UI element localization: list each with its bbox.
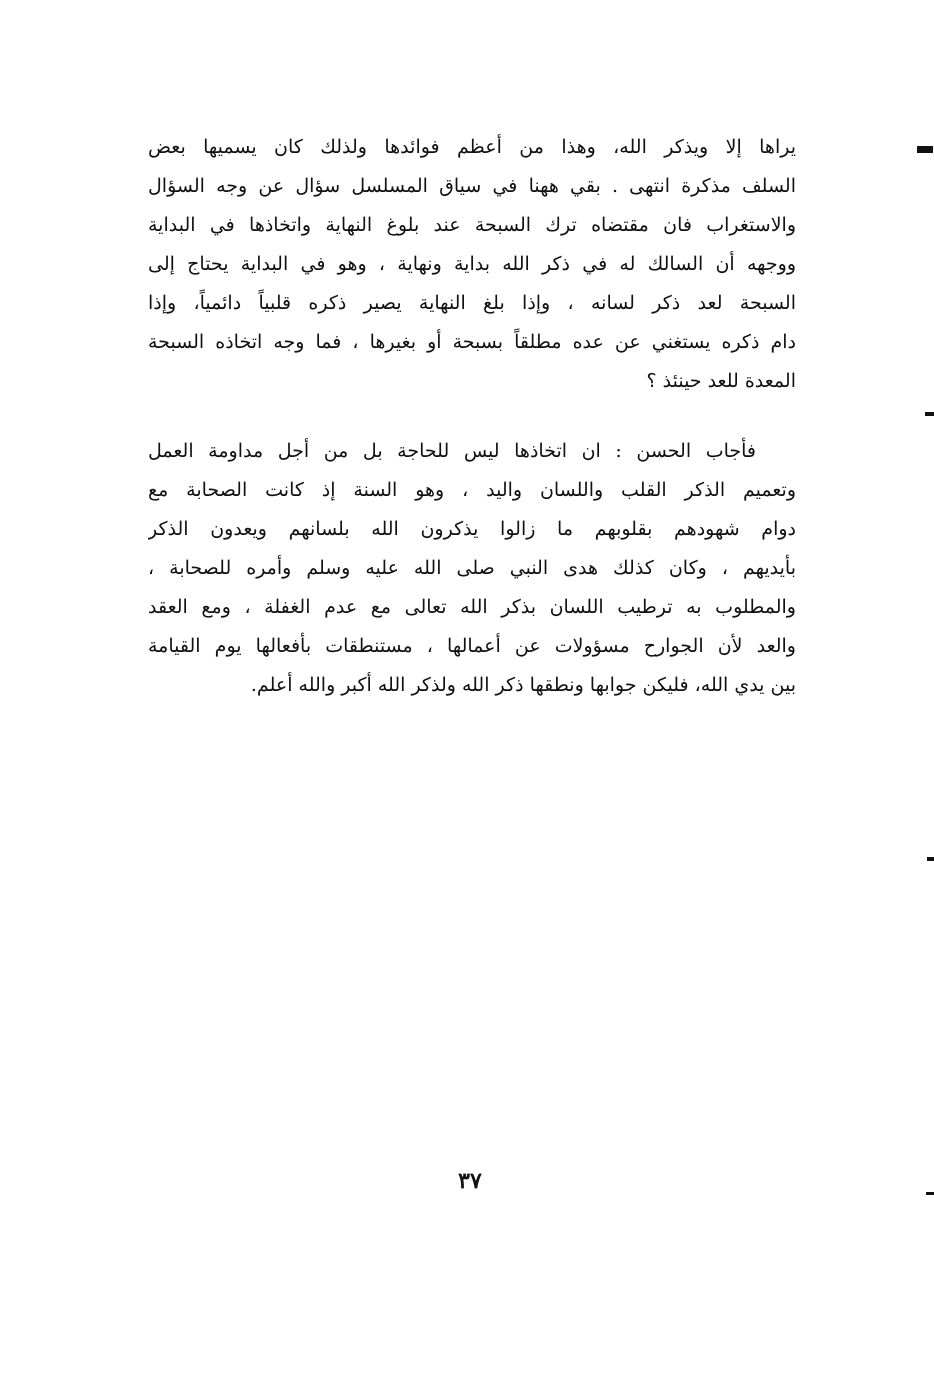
text-line: السلف مذكرة انتهى . بقي ههنا في سياق المسلسل سؤال عن وجه السؤال (148, 175, 796, 197)
page-number: ٣٧ (458, 1168, 482, 1194)
text-line: دوام شهودهم بقلوبهم ما زالوا يذكرون الله بلسانهم ويعدون الذكر (148, 518, 796, 540)
text-line: دام ذكره يستغني عن عده مطلقاً بسبحة أو بغيرها ، فما وجه اتخاذه السبحة (148, 331, 796, 353)
margin-mark (926, 1192, 934, 1195)
paragraph-question (148, 128, 796, 401)
text-line: ووجهه أن السالك له في ذكر الله بداية ونهاية ، وهو في البداية يحتاج إلى (148, 253, 796, 275)
margin-mark (917, 146, 933, 153)
text-line: فأجاب الحسن : ان اتخاذها ليس للحاجة بل من أجل مداومة العمل (148, 440, 756, 462)
margin-mark (925, 412, 934, 416)
text-line: والمطلوب به ترطيب اللسان بذكر الله تعالى مع عدم الغفلة ، ومع العقد (148, 596, 796, 618)
text-line: يراها إلا ويذكر الله، وهذا من أعظم فوائدها ولذلك كان يسميها بعض (148, 136, 796, 158)
text-line: والاستغراب فان مقتضاه ترك السبحة عند بلوغ النهاية واتخاذها في البداية (148, 214, 796, 236)
text-line: المعدة للعد حينئذ ؟ (646, 370, 796, 392)
margin-mark (927, 857, 934, 861)
text-line: وتعميم الذكر القلب واللسان واليد ، وهو السنة إذ كانت الصحابة مع (148, 479, 796, 501)
text-line: والعد لأن الجوارح مسؤولات عن أعمالها ، مستنطقات بأفعالها يوم القيامة (148, 635, 796, 657)
text-line: بأيديهم ، وكان كذلك هدى النبي صلى الله عليه وسلم وأمره للصحابة ، (148, 557, 796, 579)
paragraph-answer (148, 432, 796, 705)
text-line: بين يدي الله، فليكن جوابها ونطقها ذكر الله ولذكر الله أكبر والله أعلم. (250, 674, 796, 696)
text-line: السبحة لعد ذكر لسانه ، وإذا بلغ النهاية يصير ذكره قلبياً دائمياً، وإذا (148, 292, 796, 314)
